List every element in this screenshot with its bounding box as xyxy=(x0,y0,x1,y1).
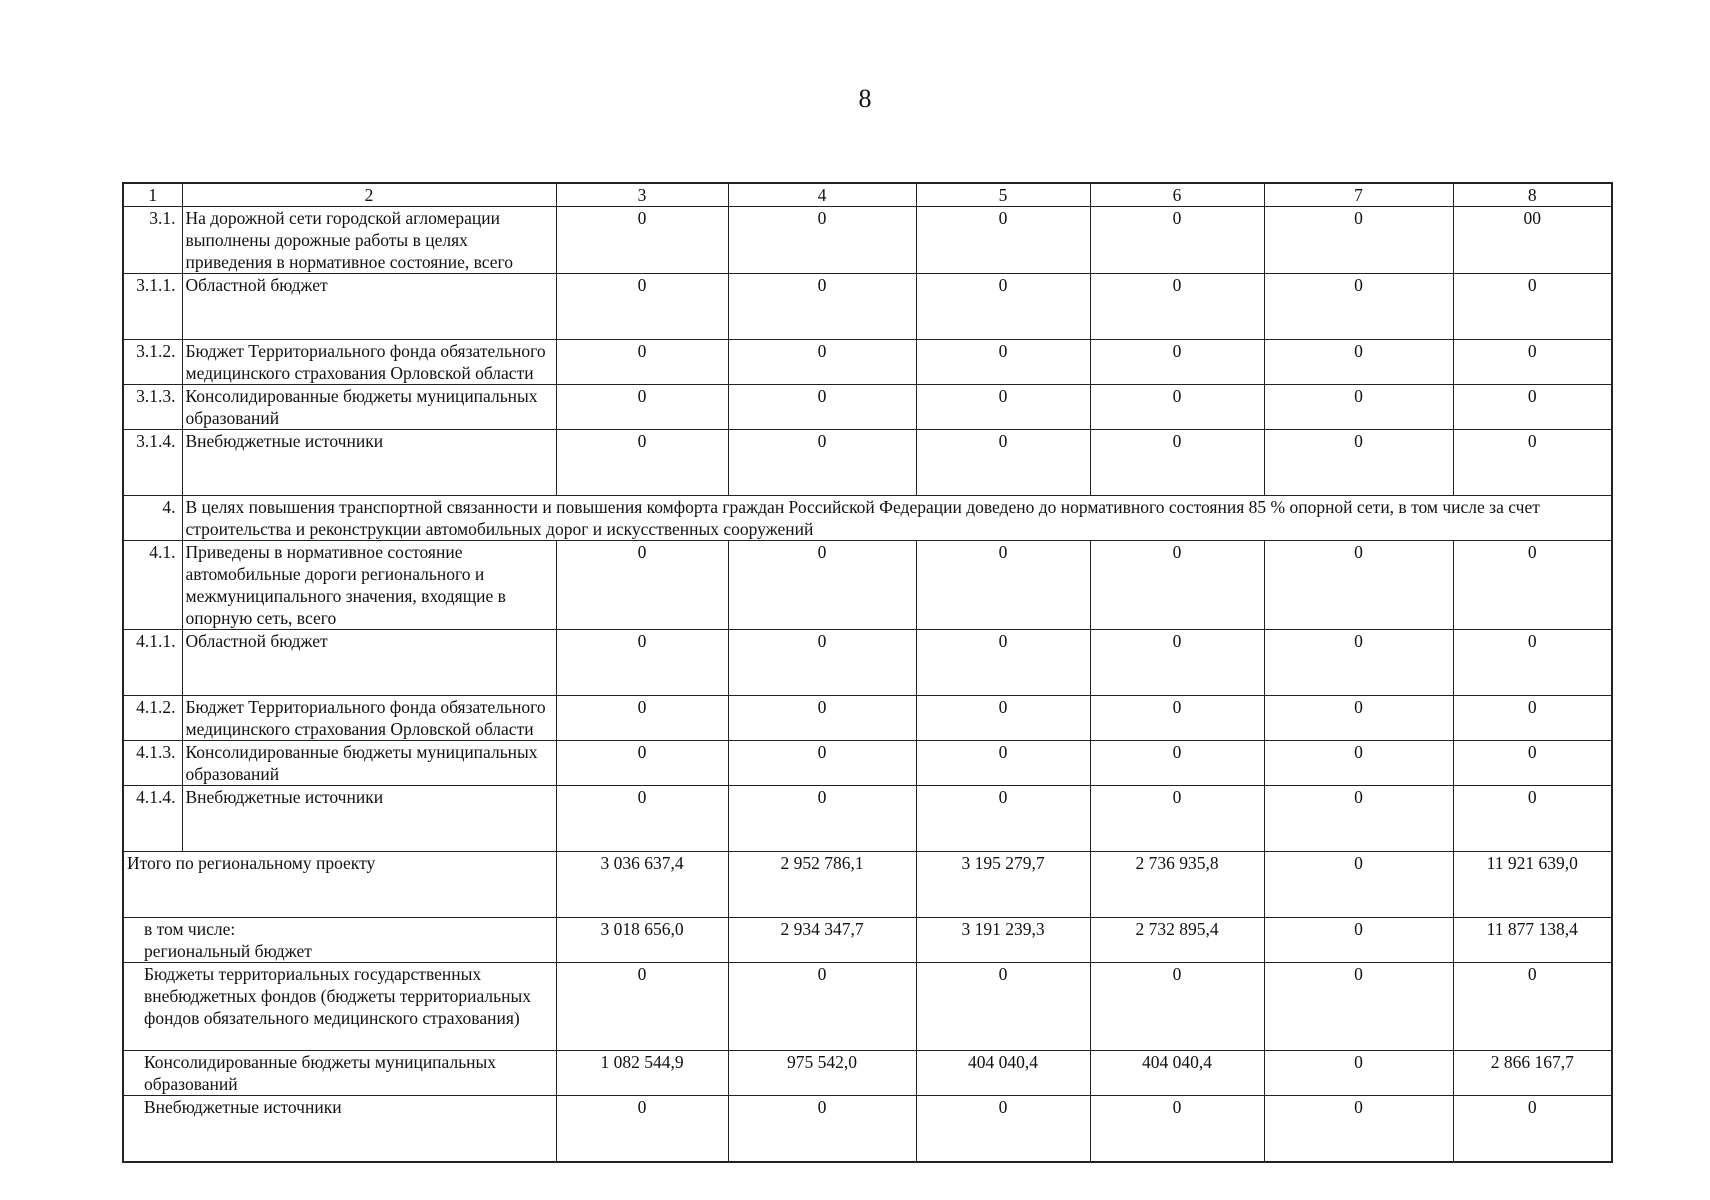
row-number: 3.1.1. xyxy=(123,274,182,340)
header-cell: 2 xyxy=(182,183,556,207)
total-row xyxy=(123,1051,1612,1096)
section-number: 4. xyxy=(123,496,182,541)
row-name: Областной бюджет xyxy=(182,274,556,340)
total-value-cell: 0 xyxy=(728,963,916,1051)
value-cell: 0 xyxy=(1264,630,1453,696)
total-label: в том числе: региональный бюджет xyxy=(123,918,556,963)
total-row xyxy=(123,852,1612,918)
value-cell: 0 xyxy=(1453,741,1612,786)
value-cell: 0 xyxy=(1453,385,1612,430)
value-cell: 0 xyxy=(556,696,728,741)
total-label: Внебюджетные источники xyxy=(123,1096,556,1162)
total-value-cell: 0 xyxy=(1264,918,1453,963)
value-cell: 00 xyxy=(1453,207,1612,274)
row-number: 3.1. xyxy=(123,207,182,274)
total-value-cell: 2 732 895,4 xyxy=(1090,918,1264,963)
value-cell: 0 xyxy=(556,207,728,274)
row-number: 3.1.4. xyxy=(123,430,182,496)
value-cell: 0 xyxy=(1264,786,1453,852)
value-cell: 0 xyxy=(916,741,1090,786)
value-cell: 0 xyxy=(1090,207,1264,274)
total-value-cell: 11 877 138,4 xyxy=(1453,918,1612,963)
total-value-cell: 404 040,4 xyxy=(916,1051,1090,1096)
value-cell: 0 xyxy=(1453,630,1612,696)
value-cell: 0 xyxy=(728,274,916,340)
header-cell: 6 xyxy=(1090,183,1264,207)
value-cell: 0 xyxy=(728,207,916,274)
total-value-cell: 3 018 656,0 xyxy=(556,918,728,963)
total-value-cell: 0 xyxy=(1264,1096,1453,1162)
row-number: 4.1.1. xyxy=(123,630,182,696)
header-cell: 1 xyxy=(123,183,182,207)
row-name: Внебюджетные источники xyxy=(182,430,556,496)
value-cell: 0 xyxy=(1264,385,1453,430)
total-label: Бюджеты территориальных государственных внебюджетных фондов (бюджеты территориальных фондов обязательного медицинского страхования) xyxy=(123,963,556,1051)
table-row xyxy=(123,207,1612,274)
row-name: Приведены в нормативное состояние автомобильные дороги регионального и межмуниципального значения, входящие в опорную сеть, всего xyxy=(182,541,556,630)
header-row xyxy=(123,183,1612,207)
total-value-cell: 0 xyxy=(916,963,1090,1051)
budget-table xyxy=(122,182,1613,1163)
row-number: 3.1.3. xyxy=(123,385,182,430)
value-cell: 0 xyxy=(556,430,728,496)
table-row xyxy=(123,340,1612,385)
value-cell: 0 xyxy=(728,430,916,496)
table-row xyxy=(123,541,1612,630)
value-cell: 0 xyxy=(728,385,916,430)
header-cell: 7 xyxy=(1264,183,1453,207)
total-value-cell: 2 934 347,7 xyxy=(728,918,916,963)
row-number: 4.1.2. xyxy=(123,696,182,741)
total-row xyxy=(123,963,1612,1051)
total-value-cell: 975 542,0 xyxy=(728,1051,916,1096)
total-value-cell: 3 191 239,3 xyxy=(916,918,1090,963)
total-value-cell: 1 082 544,9 xyxy=(556,1051,728,1096)
table-body xyxy=(123,183,1612,1162)
row-name: Областной бюджет xyxy=(182,630,556,696)
value-cell: 0 xyxy=(916,696,1090,741)
value-cell: 0 xyxy=(556,741,728,786)
total-value-cell: 2 866 167,7 xyxy=(1453,1051,1612,1096)
value-cell: 0 xyxy=(1090,630,1264,696)
row-name: Бюджет Территориального фонда обязательного медицинского страхования Орловской области xyxy=(182,696,556,741)
header-cell: 3 xyxy=(556,183,728,207)
total-value-cell: 0 xyxy=(1264,1051,1453,1096)
value-cell: 0 xyxy=(916,207,1090,274)
value-cell: 0 xyxy=(1453,541,1612,630)
value-cell: 0 xyxy=(556,385,728,430)
value-cell: 0 xyxy=(556,541,728,630)
value-cell: 0 xyxy=(1090,696,1264,741)
total-value-cell: 3 036 637,4 xyxy=(556,852,728,918)
value-cell: 0 xyxy=(916,786,1090,852)
value-cell: 0 xyxy=(556,630,728,696)
table-row xyxy=(123,274,1612,340)
total-row xyxy=(123,918,1612,963)
value-cell: 0 xyxy=(1453,696,1612,741)
value-cell: 0 xyxy=(1264,340,1453,385)
total-value-cell: 0 xyxy=(728,1096,916,1162)
row-number: 3.1.2. xyxy=(123,340,182,385)
value-cell: 0 xyxy=(1090,385,1264,430)
value-cell: 0 xyxy=(916,340,1090,385)
total-value-cell: 0 xyxy=(1453,1096,1612,1162)
table-row xyxy=(123,786,1612,852)
total-value-cell: 0 xyxy=(1264,852,1453,918)
row-name: Консолидированные бюджеты муниципальных образований xyxy=(182,385,556,430)
value-cell: 0 xyxy=(1453,430,1612,496)
row-name: Консолидированные бюджеты муниципальных образований xyxy=(182,741,556,786)
value-cell: 0 xyxy=(1090,786,1264,852)
total-value-cell: 2 736 935,8 xyxy=(1090,852,1264,918)
value-cell: 0 xyxy=(1264,430,1453,496)
table-row xyxy=(123,430,1612,496)
section-text: В целях повышения транспортной связанности и повышения комфорта граждан Российской Федерации доведено до нормативного состояния 85 % опорной сети, в том числе за счет строительства и реконструкции автомобильных дорог и искусственных сооружений xyxy=(182,496,1612,541)
value-cell: 0 xyxy=(1090,741,1264,786)
total-value-cell: 2 952 786,1 xyxy=(728,852,916,918)
total-value-cell: 404 040,4 xyxy=(1090,1051,1264,1096)
page-number: 8 xyxy=(858,84,872,113)
header-cell: 8 xyxy=(1453,183,1612,207)
value-cell: 0 xyxy=(728,696,916,741)
total-value-cell: 0 xyxy=(556,1096,728,1162)
total-value-cell: 11 921 639,0 xyxy=(1453,852,1612,918)
value-cell: 0 xyxy=(916,430,1090,496)
table-row xyxy=(123,385,1612,430)
value-cell: 0 xyxy=(916,274,1090,340)
value-cell: 0 xyxy=(728,340,916,385)
value-cell: 0 xyxy=(1090,340,1264,385)
value-cell: 0 xyxy=(556,340,728,385)
value-cell: 0 xyxy=(728,541,916,630)
total-value-cell: 0 xyxy=(916,1096,1090,1162)
total-value-cell: 0 xyxy=(556,963,728,1051)
value-cell: 0 xyxy=(916,385,1090,430)
total-row xyxy=(123,1096,1612,1162)
value-cell: 0 xyxy=(728,741,916,786)
total-value-cell: 0 xyxy=(1090,1096,1264,1162)
header-cell: 5 xyxy=(916,183,1090,207)
value-cell: 0 xyxy=(1453,786,1612,852)
value-cell: 0 xyxy=(1453,274,1612,340)
table-row xyxy=(123,741,1612,786)
total-value-cell: 0 xyxy=(1264,963,1453,1051)
value-cell: 0 xyxy=(1264,274,1453,340)
value-cell: 0 xyxy=(556,786,728,852)
row-number: 4.1. xyxy=(123,541,182,630)
value-cell: 0 xyxy=(556,274,728,340)
value-cell: 0 xyxy=(1264,207,1453,274)
row-name: На дорожной сети городской агломерации выполнены дорожные работы в целях приведения в нормативное состояние, всего xyxy=(182,207,556,274)
table-row xyxy=(123,630,1612,696)
value-cell: 0 xyxy=(1090,274,1264,340)
total-label: Итого по региональному проекту xyxy=(123,852,556,918)
value-cell: 0 xyxy=(728,630,916,696)
row-number: 4.1.3. xyxy=(123,741,182,786)
row-name: Бюджет Территориального фонда обязательного медицинского страхования Орловской области xyxy=(182,340,556,385)
row-name: Внебюджетные источники xyxy=(182,786,556,852)
value-cell: 0 xyxy=(916,630,1090,696)
value-cell: 0 xyxy=(1090,541,1264,630)
value-cell: 0 xyxy=(1090,430,1264,496)
total-value-cell: 0 xyxy=(1453,963,1612,1051)
total-value-cell: 3 195 279,7 xyxy=(916,852,1090,918)
value-cell: 0 xyxy=(1264,741,1453,786)
total-value-cell: 0 xyxy=(1090,963,1264,1051)
value-cell: 0 xyxy=(728,786,916,852)
header-cell: 4 xyxy=(728,183,916,207)
row-number: 4.1.4. xyxy=(123,786,182,852)
value-cell: 0 xyxy=(1264,541,1453,630)
value-cell: 0 xyxy=(1453,340,1612,385)
section-row xyxy=(123,496,1612,541)
value-cell: 0 xyxy=(916,541,1090,630)
value-cell: 0 xyxy=(1264,696,1453,741)
table-row xyxy=(123,696,1612,741)
total-label: Консолидированные бюджеты муниципальных образований xyxy=(123,1051,556,1096)
